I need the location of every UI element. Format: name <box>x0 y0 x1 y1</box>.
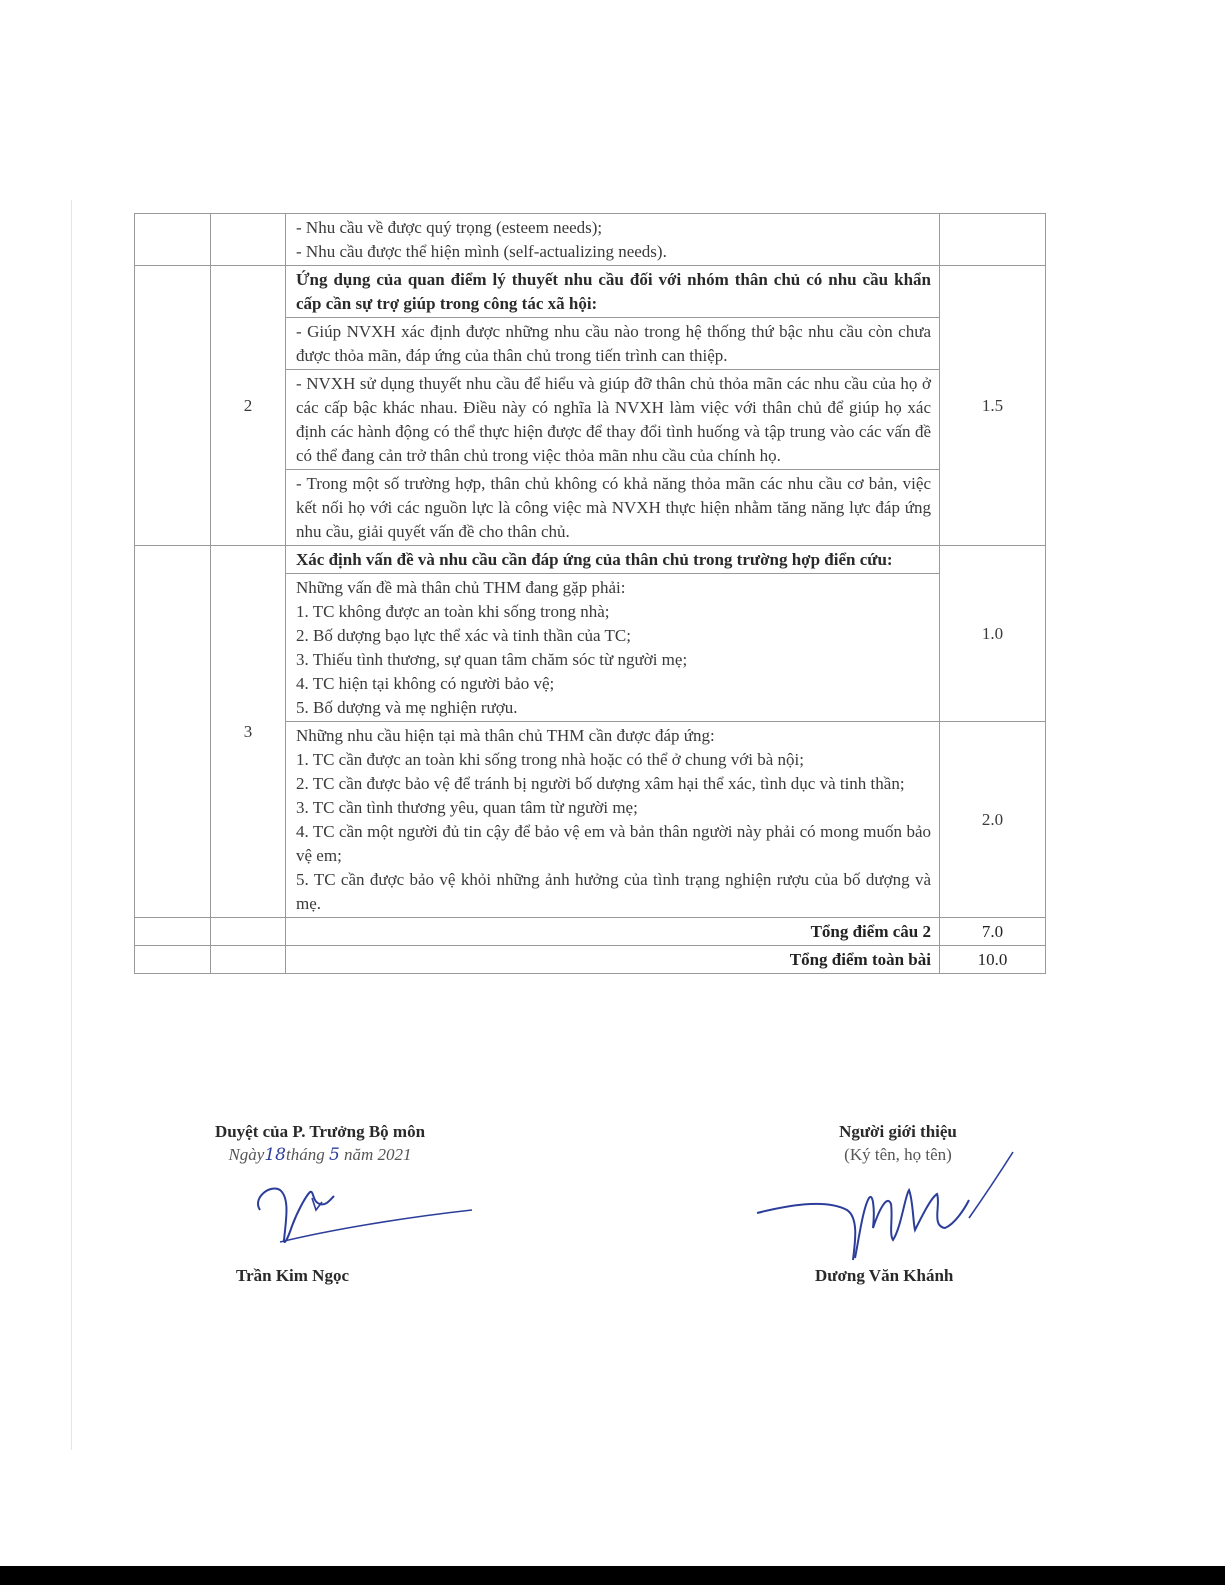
cell-line: 4. TC cần một người đủ tin cậy để bảo vệ em và bản thân người này phải có mong muốn bảo vệ em; <box>296 822 931 865</box>
total-row <box>135 946 1046 974</box>
scan-edge <box>0 1566 1225 1585</box>
cell-line: 2. TC cần được bảo vệ để tránh bị người bố dượng xâm hại thể xác, tình dục và tinh thần; <box>296 774 905 793</box>
cell-line: - Nhu cầu được thể hiện mình (self-actualizing needs). <box>296 242 667 261</box>
introducer-note: (Ký tên, họ tên) <box>844 1145 952 1164</box>
signature-right <box>755 1148 1017 1263</box>
table-cell-content <box>286 722 940 918</box>
approval-date: Ngày18tháng 5 năm 2021 <box>228 1145 412 1165</box>
score-cell: 1.0 <box>940 546 1046 722</box>
cell-line: - Nhu cầu về được quý trọng (esteem needs); <box>296 218 603 237</box>
cell-line: 3. Thiếu tình thương, sự quan tâm chăm sóc từ người mẹ; <box>296 650 688 669</box>
question-number: 2 <box>211 266 286 546</box>
section-heading: Xác định vấn đề và nhu cầu cần đáp ứng của thân chủ trong trường hợp điển cứu: <box>286 546 940 574</box>
table-cell-content <box>286 214 940 266</box>
cell-line: 4. TC hiện tại không có người bảo vệ; <box>296 674 555 693</box>
cell-line: Những vấn đề mà thân chủ THM đang gặp phải: <box>296 578 626 597</box>
total-value: 10.0 <box>940 946 1046 974</box>
introducer-title: Người giới thiệu <box>839 1122 957 1141</box>
table-row <box>135 266 1046 318</box>
table-cell-content <box>286 574 940 722</box>
cell-line: 5. Bố dượng và mẹ nghiện rượu. <box>296 698 518 717</box>
total-row <box>135 918 1046 946</box>
score-cell: 1.5 <box>940 266 1046 546</box>
cell-line: 1. TC không được an toàn khi sống trong nhà; <box>296 602 610 621</box>
handwritten-day: 18 <box>264 1145 286 1165</box>
section-heading: Ứng dụng của quan điểm lý thuyết nhu cầu đối với nhóm thân chủ có nhu cầu khẩn cấp cần sự trợ giúp trong công tác xã hội: <box>286 266 940 318</box>
table-cell-content: - Giúp NVXH xác định được những nhu cầu nào trong hệ thống thứ bậc nhu cầu còn chưa được thỏa mãn, đáp ứng của thân chủ trong tiến trình can thiệp. <box>286 318 940 370</box>
approval-title: Duyệt của P. Trưởng Bộ môn <box>214 1122 426 1141</box>
page-edge <box>71 200 72 1450</box>
introducer-name: Dương Văn Khánh <box>815 1266 954 1285</box>
cell-line: 1. TC cần được an toàn khi sống trong nhà hoặc có thể ở chung với bà nội; <box>296 750 804 769</box>
approval-block <box>180 1120 460 1167</box>
score-table <box>134 213 1046 974</box>
handwritten-month: 5 <box>328 1145 340 1165</box>
total-value: 7.0 <box>940 918 1046 946</box>
cell-line: 3. TC cần tình thương yêu, quan tâm từ người mẹ; <box>296 798 638 817</box>
total-label: Tổng điểm câu 2 <box>286 918 940 946</box>
table-cell-content: - Trong một số trường hợp, thân chủ không có khả năng thỏa mãn các nhu cầu cơ bản, việc kết nối họ với các nguồn lực là công việc mà NVXH thực hiện nhằm tăng năng lực đáp ứng nhu cầu, giải quyết vấn đề cho thân chủ. <box>286 470 940 546</box>
table-row <box>135 546 1046 574</box>
table-cell-content: - NVXH sử dụng thuyết nhu cầu để hiểu và giúp đỡ thân chủ thỏa mãn các nhu cầu của họ ở các cấp bậc khác nhau. Điều này có nghĩa là NVXH làm việc với thân chủ để giúp họ xác định các hành động có thể thực hiện được để thay đổi tình huống và tập trung vào các vấn đề có thể đang cản trở thân chủ trong việc thỏa mãn nhu cầu của chính họ. <box>286 370 940 470</box>
signature-left <box>250 1180 480 1250</box>
cell-line: Những nhu cầu hiện tại mà thân chủ THM cần được đáp ứng: <box>296 726 715 745</box>
question-number: 3 <box>211 546 286 918</box>
score-cell: 2.0 <box>940 722 1046 918</box>
total-label: Tổng điểm toàn bài <box>286 946 940 974</box>
table-row <box>135 214 1046 266</box>
approver-name: Trần Kim Ngọc <box>236 1266 350 1285</box>
cell-line: 2. Bố dượng bạo lực thể xác và tinh thần của TC; <box>296 626 631 645</box>
cell-line: 5. TC cần được bảo vệ khỏi những ảnh hưởng của tình trạng nghiện rượu của bố dượng và mẹ. <box>296 870 931 913</box>
